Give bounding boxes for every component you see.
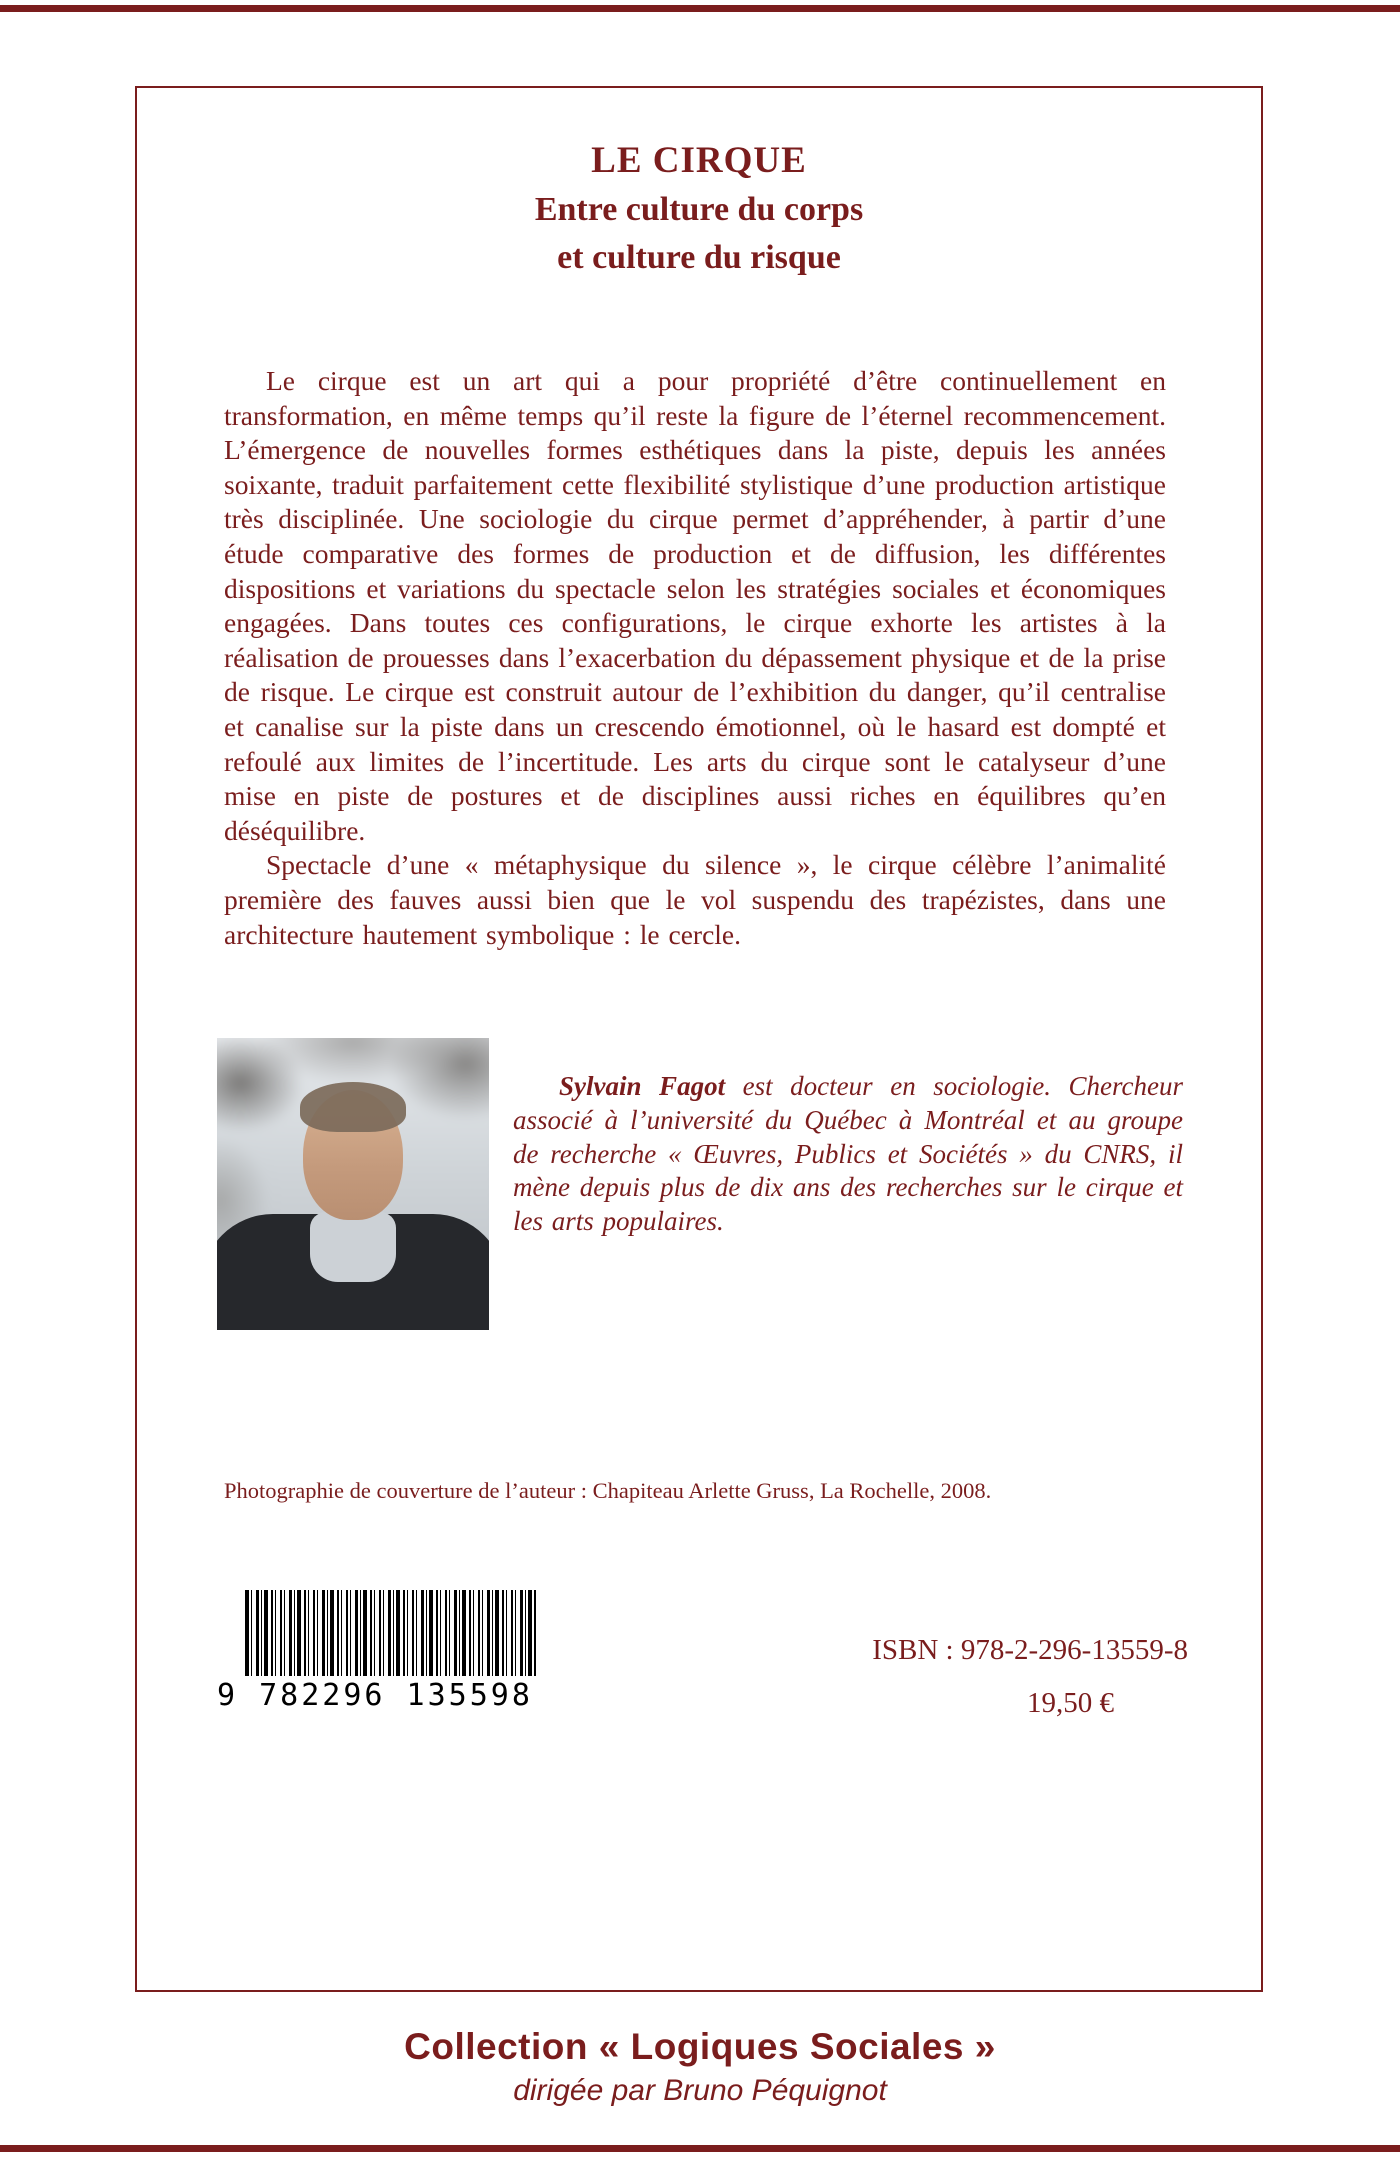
author-name: Sylvain Fagot <box>559 1071 726 1102</box>
author-bio-text: est docteur en sociologie. Chercheur associé à l’université du Québec à Montréal et au groupe de recherche « Œuvres, Publics et Sociétés » du CNRS, il mène depuis plus de dix ans des recherches sur le cirque et les arts populaires. <box>513 1071 1184 1237</box>
collection-director: dirigée par Bruno Péquignot <box>513 2074 887 2107</box>
synopsis <box>224 364 1166 952</box>
bottom-rule <box>0 2145 1400 2152</box>
title-block <box>137 88 1261 282</box>
author-bio <box>513 1038 1183 1330</box>
author-section <box>217 1038 1183 1330</box>
author-turtleneck <box>310 1212 396 1282</box>
author-photo <box>217 1038 489 1330</box>
book-subtitle-line1: Entre culture du corps <box>534 191 864 228</box>
top-rule <box>0 5 1400 12</box>
collection-title: Collection « Logiques Sociales » <box>404 2026 996 2067</box>
barcode <box>217 1590 536 1713</box>
photo-credit: Photographie de couverture de l’auteur : Chapiteau Arlette Gruss, La Rochelle, 2008. <box>224 1478 992 1504</box>
book-title: LE CIRQUE <box>591 140 807 181</box>
barcode-digits: 9 782296 135598 <box>217 1678 533 1714</box>
book-subtitle-line2: et culture du risque <box>557 239 841 276</box>
collection-block <box>0 2026 1400 2108</box>
author-hair <box>300 1082 406 1132</box>
price: 19,50 € <box>1027 1687 1114 1720</box>
isbn-block <box>872 1634 1188 1720</box>
isbn: ISBN : 978-2-296-13559-8 <box>872 1634 1188 1667</box>
cover-frame <box>135 86 1263 1992</box>
synopsis-paragraph-2: Spectacle d’une « métaphysique du silence », le cirque célèbre l’animalité première des fauves aussi bien que le vol suspendu des trapézistes, dans une architecture hautement symbolique : le cercle. <box>224 849 1166 950</box>
commerce-row <box>137 1590 1261 1770</box>
synopsis-paragraph-1: Le cirque est un art qui a pour propriété d’être continuellement en transformation, en même temps qu’il reste la figure de l’éternel recommencement. L’émergence de nouvelles formes esthétiques dans la piste, depuis les années soixante, traduit parfaitement cette flexibilité stylistique d’une production artistique très disciplinée. Une sociologie du cirque permet d’appréhender, à partir d’une étude comparative des formes de production et de diffusion, les différentes dispositions et variations du spectacle selon les stratégies sociales et économiques engagées. Dans toutes ces configurations, le cirque exhorte les artistes à la réalisation de prouesses dans l’exacerbation du dépassement physique et de la prise de risque. Le cirque est construit autour de l’exhibition du danger, qu’il centralise et canalise sur la piste dans un crescendo émotionnel, où le hasard est dompté et refoulé aux limites de l’incertitude. Les arts du cirque sont le catalyseur d’une mise en piste de postures et de disciplines aussi riches en équilibres qu’en déséquilibre. <box>224 365 1166 846</box>
barcode-bars <box>245 1590 536 1676</box>
author-bio-paragraph <box>513 1070 1183 1239</box>
